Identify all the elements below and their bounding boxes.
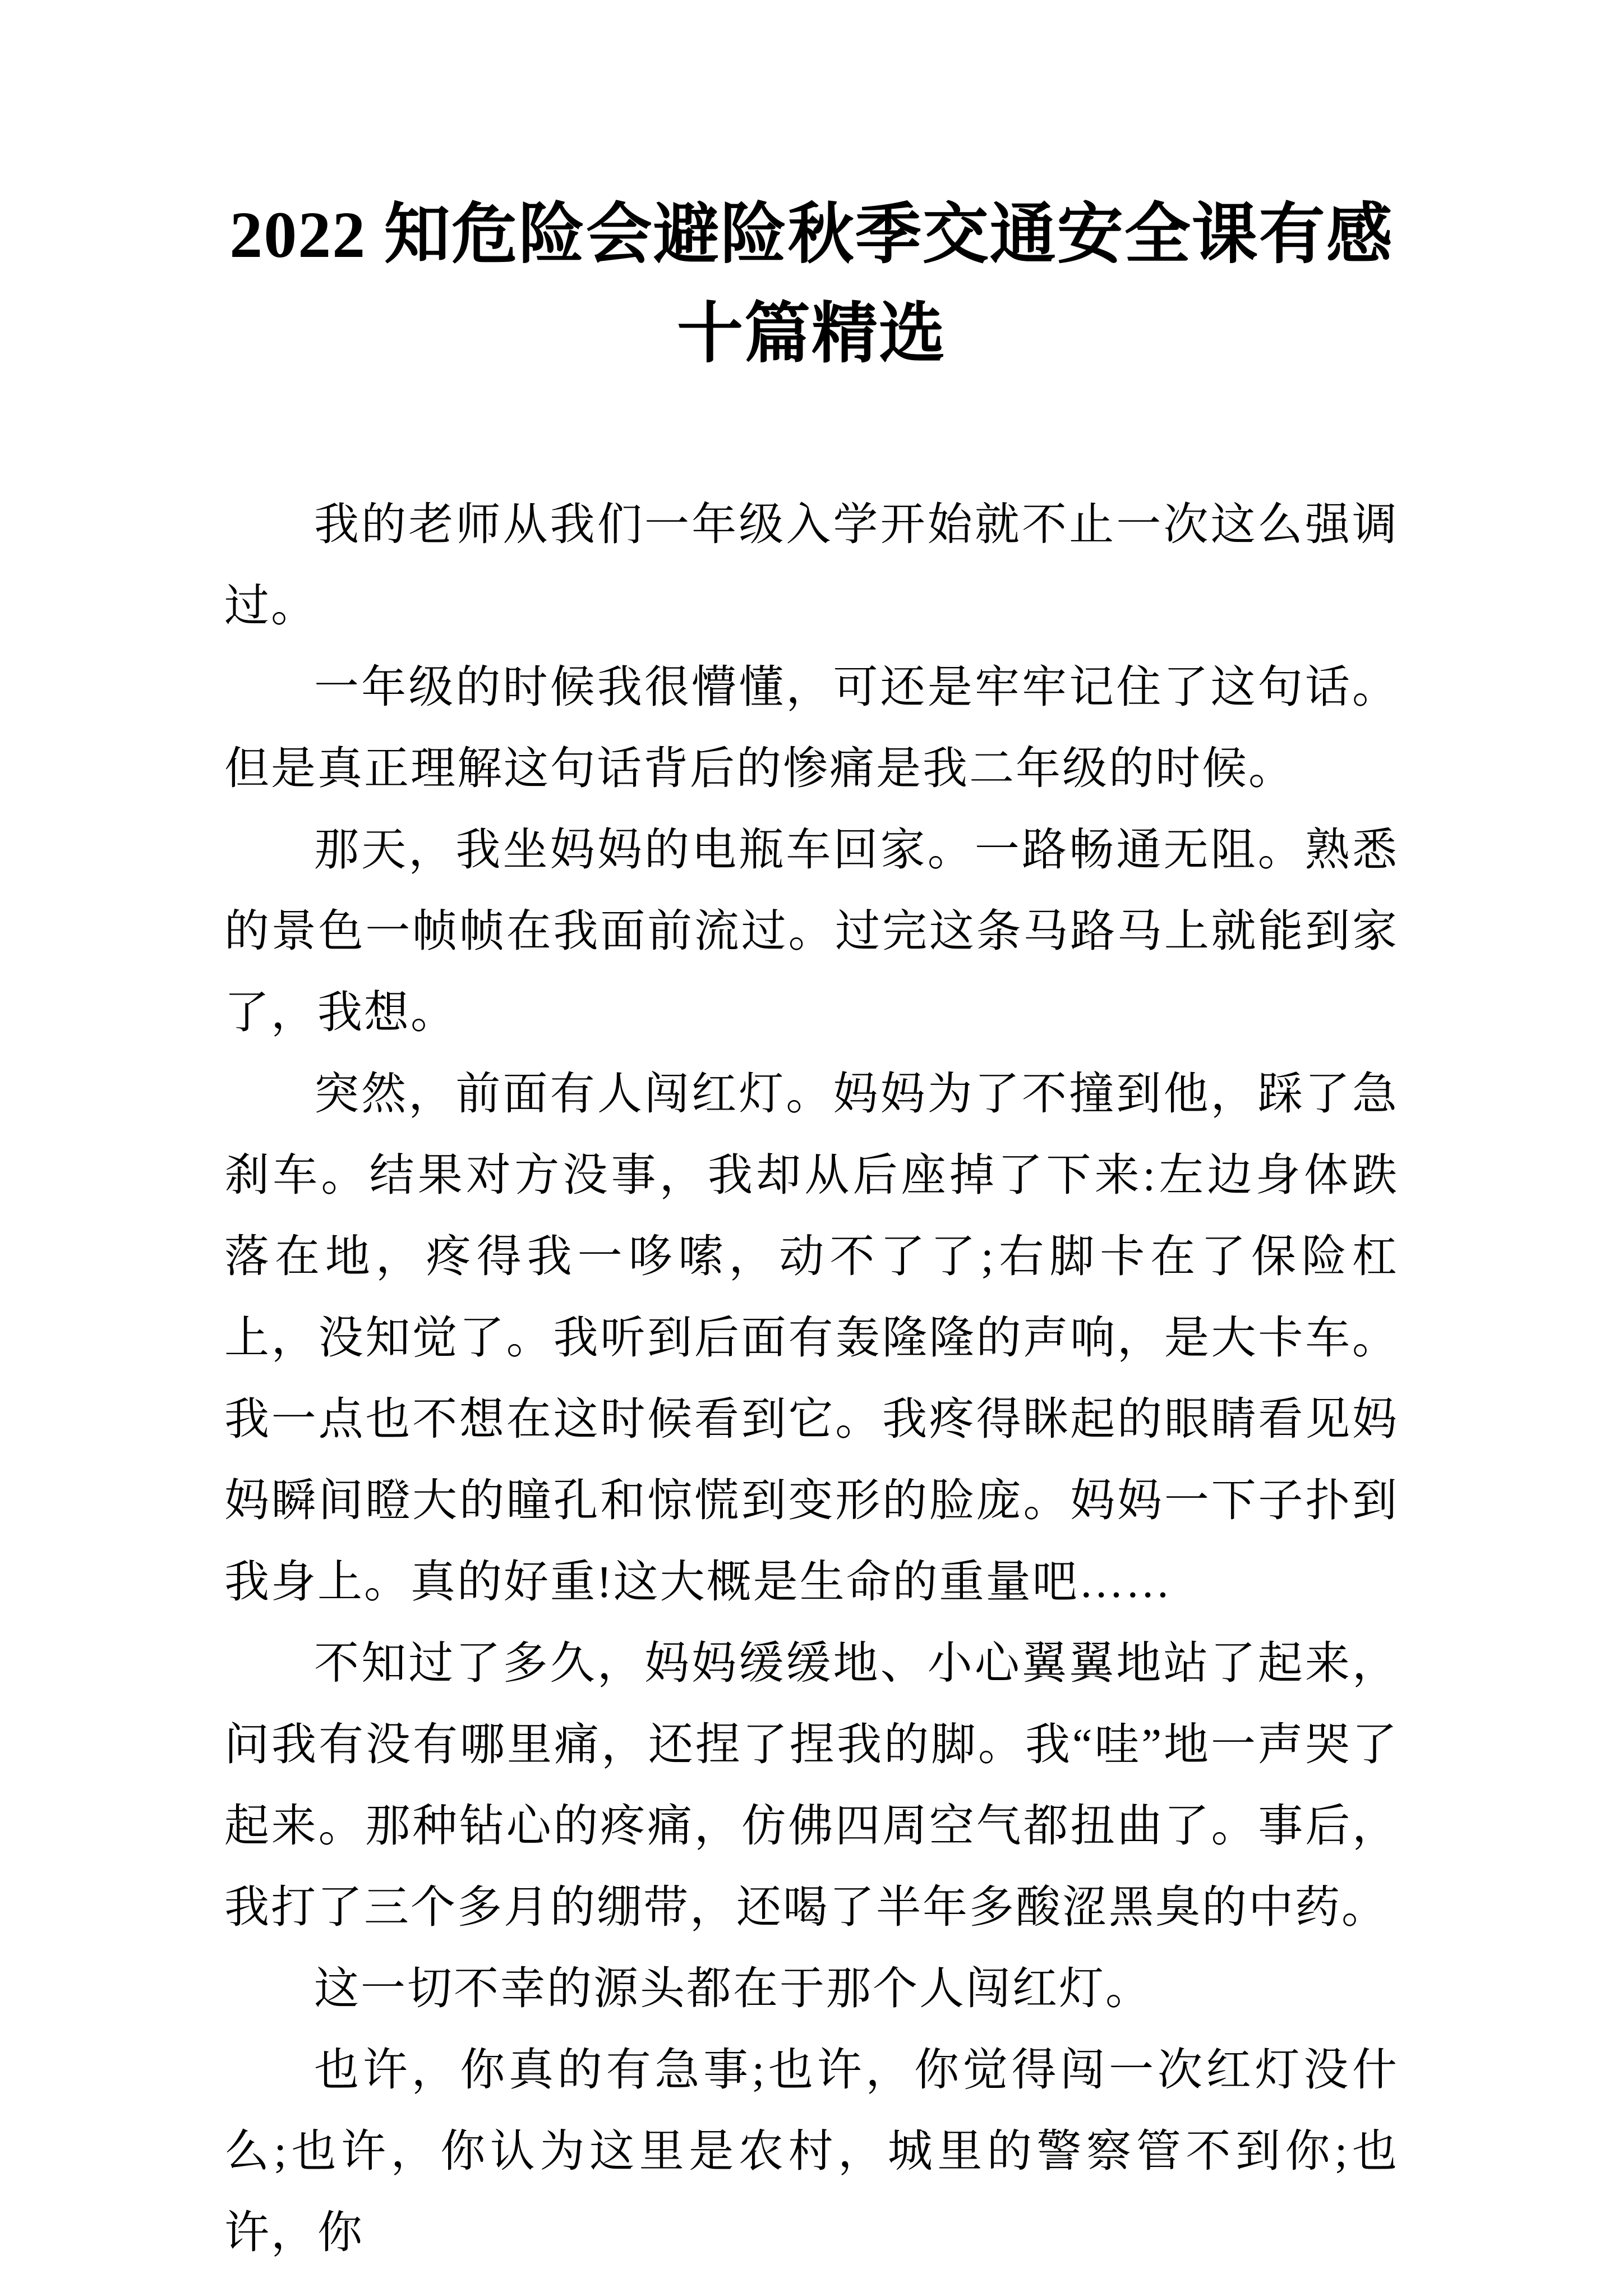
paragraph: 不知过了多久，妈妈缓缓地、小心翼翼地站了起来，问我有没有哪里痛，还捏了捏我的脚。我“哇”地一声哭了起来。那种钻心的疼痛，仿佛四周空气都扭曲了。事后，我打了三个多月的绷带，还喝了半年多酸涩黑臭的中药。 <box>224 1639 1399 1932</box>
paragraph: 也许，你真的有急事;也许，你觉得闯一次红灯没什么;也许，你认为这里是农村，城里的警察管不到你;也许，你 <box>224 2046 1399 2258</box>
paragraph: 一年级的时候我很懵懂，可还是牢牢记住了这句话。但是真正理解这句话背后的惨痛是我二年级的时候。 <box>224 663 1399 794</box>
paragraph: 突然，前面有人闯红灯。妈妈为了不撞到他，踩了急刹车。结果对方没事，我却从后座掉了下来:左边身体跌落在地，疼得我一哆嗦，动不了了;右脚卡在了保险杠上，没知觉了。我听到后面有轰隆隆的声响，是大卡车。我一点也不想在这时候看到它。我疼得眯起的眼睛看见妈妈瞬间瞪大的瞳孔和惊慌到变形的脸庞。妈妈一下子扑到我身上。真的好重!这大概是生命的重量吧…… <box>224 1070 1399 1607</box>
document-title: 2022 知危险会避险秋季交通安全课有感十篇精选 <box>229 198 1394 371</box>
paragraph: 我的老师从我们一年级入学开始就不止一次这么强调过。 <box>224 500 1399 631</box>
document-body <box>224 485 1399 2274</box>
paragraph: 那天，我坐妈妈的电瓶车回家。一路畅通无阻。熟悉的景色一帧帧在我面前流过。过完这条马路马上就能到家了，我想。 <box>224 826 1399 1038</box>
paragraph: 这一切不幸的源头都在于那个人闯红灯。 <box>314 1964 1152 2014</box>
